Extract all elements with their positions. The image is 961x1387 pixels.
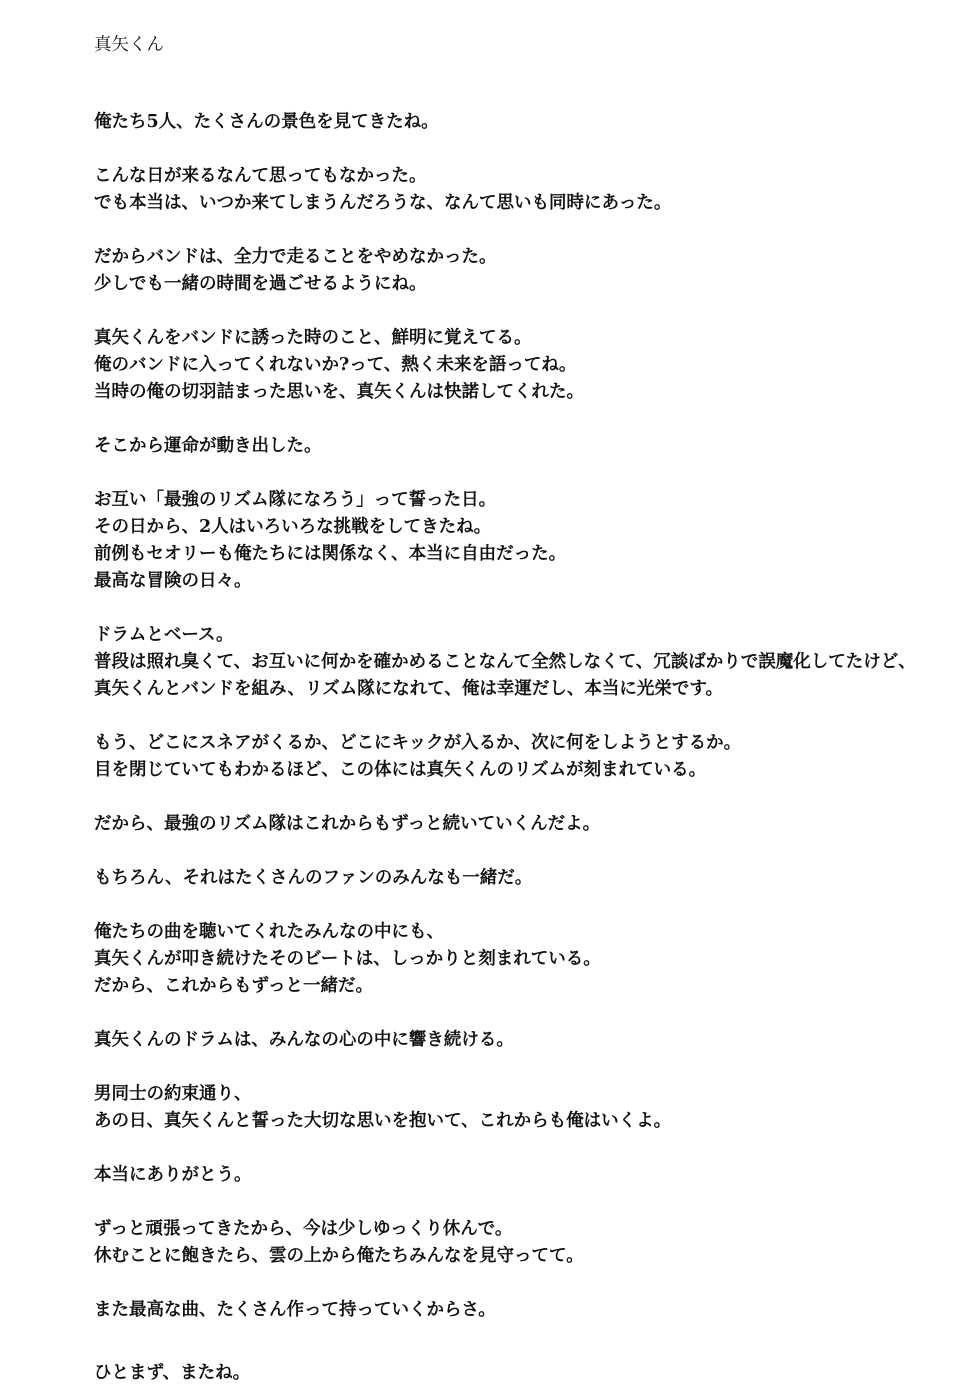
text-line: だから、これからもずっと一緒だ。 [94, 976, 373, 996]
spacer [94, 59, 934, 109]
paragraph [94, 1081, 934, 1135]
text-line: あの日、真矢くんと誓った大切な思いを抱いて、これからも俺はいくよ。 [94, 1111, 672, 1131]
text-line: 真矢くんをバンドに誘った時のこと、鮮明に覚えてる。 [94, 328, 532, 348]
text-line: もちろん、それはたくさんのファンのみんなも一緒だ。 [94, 868, 533, 888]
paragraph [94, 865, 934, 892]
salutation: 真矢くん [94, 35, 164, 55]
paragraph [94, 1162, 934, 1189]
closing [94, 1360, 934, 1387]
text-line: 男同士の約束通り、 [94, 1084, 252, 1104]
text-line: そこから運命が動き出した。 [94, 436, 322, 456]
paragraph [94, 244, 934, 298]
paragraph [94, 433, 934, 460]
text-line: 俺たち5人、たくさんの景色を見てきたね。 [94, 112, 439, 132]
text-line: その日から、2人はいろいろな挑戦をしてきたね。 [94, 517, 492, 537]
letter-body [94, 32, 934, 1387]
text-line: 前例もセオリーも俺たちには関係なく、本当に自由だった。 [94, 544, 567, 564]
paragraph [94, 1297, 934, 1324]
text-line: 真矢くんとバンドを組み、リズム隊になれて、俺は幸運だし、本当に光栄です。 [94, 679, 723, 699]
paragraph [94, 730, 934, 784]
text-line: 休むことに飽きたら、雲の上から俺たちみんなを見守ってて。 [94, 1246, 584, 1266]
text-line: もう、どこにスネアがくるか、どこにキックが入るか、次に何をしようとするか。 [94, 733, 742, 753]
closing-line: ひとまず、またね。 [94, 1363, 251, 1383]
paragraph [94, 811, 934, 838]
text-line: 当時の俺の切羽詰まった思いを、真矢くんは快諾してくれた。 [94, 382, 584, 402]
text-line: でも本当は、いつか来てしまうんだろうな、なんて思いも同時にあった。 [94, 193, 672, 213]
text-line: 本当にありがとう。 [94, 1165, 252, 1185]
text-line: 俺たちの曲を聴いてくれたみんなの中にも、 [94, 922, 444, 942]
paragraph [94, 919, 934, 1000]
text-line: また最高な曲、たくさん作って持っていくからさ。 [94, 1300, 496, 1320]
text-line: 普段は照れ臭くて、お互いに何かを確かめることなんて全然しなくて、冗談ばかりで誤魔化してたけど、 [94, 652, 916, 672]
text-line: 俺のバンドに入ってくれないか?って、熱く未来を語ってね。 [94, 355, 577, 375]
paragraph [94, 163, 934, 217]
text-line: だからバンドは、全力で走ることをやめなかった。 [94, 247, 497, 267]
text-line: だから、最強のリズム隊はこれからもずっと続いていくんだよ。 [94, 814, 601, 834]
paragraph [94, 1216, 934, 1270]
text-line: 目を閉じていてもわかるほど、この体には真矢くんのリズムが刻まれている。 [94, 760, 707, 780]
paragraph [94, 1027, 934, 1054]
paragraph [94, 487, 934, 595]
text-line: ドラムとベース。 [94, 625, 234, 645]
text-line: お互い「最強のリズム隊になろう」って誓った日。 [94, 490, 497, 510]
text-line: 少しでも一緒の時間を過ごせるようにね。 [94, 274, 427, 294]
text-line: こんな日が来るなんて思ってもなかった。 [94, 166, 427, 186]
paragraph [94, 622, 934, 703]
paragraph [94, 109, 934, 136]
text-line: 最高な冒険の日々。 [94, 571, 252, 591]
text-line: ずっと頑張ってきたから、今は少しゆっくり休んで。 [94, 1219, 513, 1239]
text-line: 真矢くんのドラムは、みんなの心の中に響き続ける。 [94, 1030, 514, 1050]
text-line: 真矢くんが叩き続けたそのビートは、しっかりと刻まれている。 [94, 949, 601, 969]
paragraph [94, 325, 934, 406]
